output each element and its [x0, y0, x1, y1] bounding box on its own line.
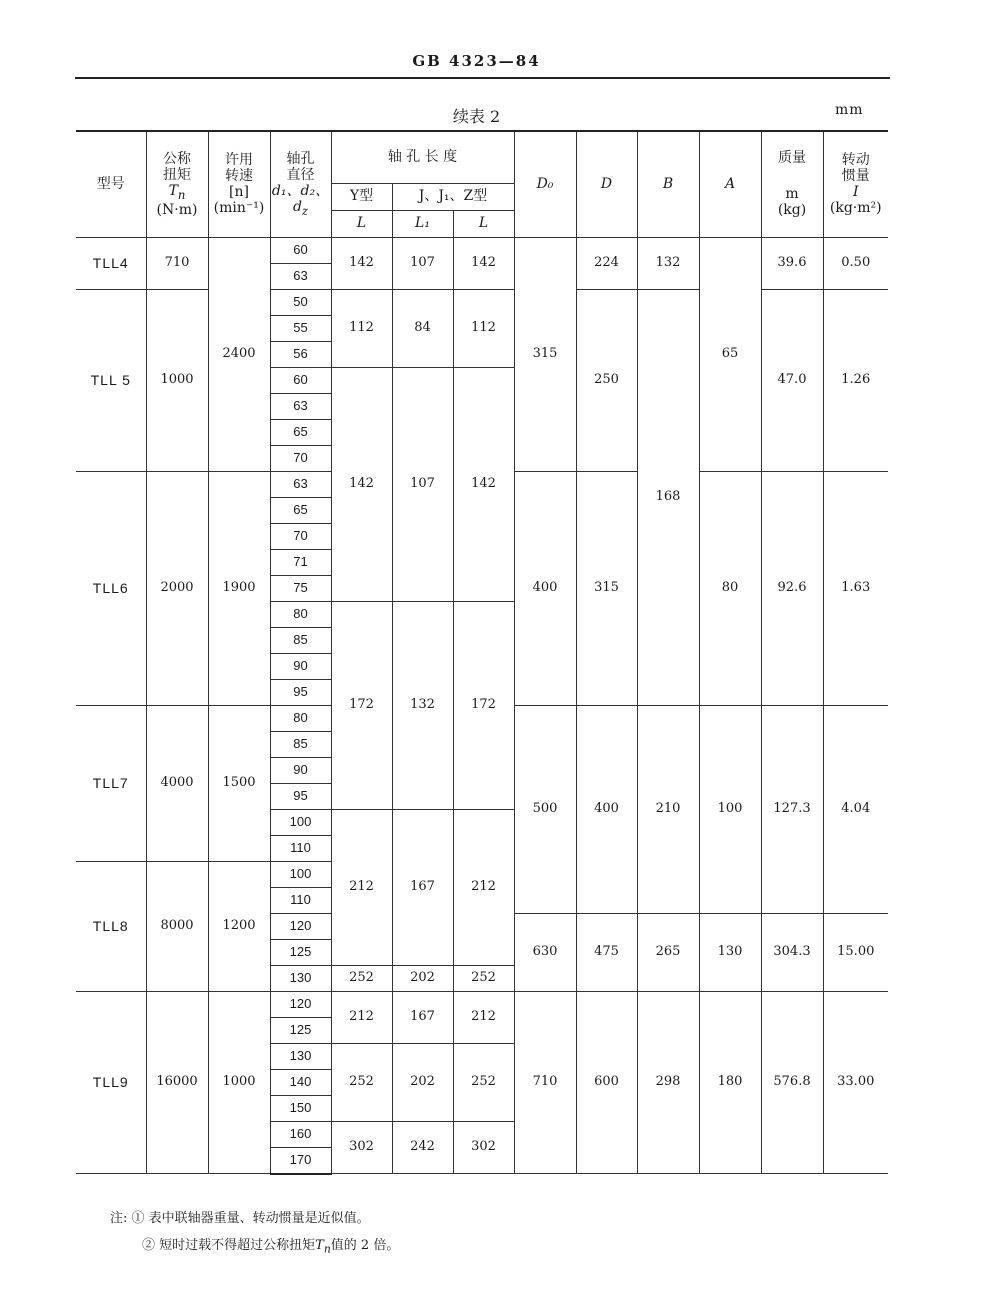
bore-diameter-cell: 63 — [270, 471, 331, 497]
length-y-cell: 302 — [331, 1121, 392, 1174]
note-1: 注: ① 表中联轴器重量、转动惯量是近似值。 — [110, 1211, 370, 1226]
note-2: ② 短时过载不得超过公称扭矩$T_n$值的 2 倍。 — [142, 1238, 400, 1256]
d-cell: 224 — [576, 237, 637, 289]
header-model: 型号 — [76, 131, 146, 237]
a-cell: 130 — [699, 913, 761, 991]
header-a: A — [699, 131, 761, 237]
length-l1-cell: 132 — [392, 601, 453, 809]
bore-diameter-cell: 80 — [270, 601, 331, 627]
length-l-cell: 252 — [453, 965, 514, 991]
length-l1-cell: 107 — [392, 237, 453, 289]
bore-diameter-cell: 170 — [270, 1147, 331, 1174]
header-rule — [75, 77, 890, 79]
mass-cell: 304.3 — [761, 913, 823, 991]
model-cell: TLL 5 — [76, 289, 146, 471]
length-l-cell: 212 — [453, 809, 514, 965]
bore-diameter-cell: 130 — [270, 1043, 331, 1069]
inertia-cell: 1.63 — [823, 471, 888, 705]
header-inertia: 转动 惯量 I (kg·m²) — [823, 131, 888, 237]
d-cell: 400 — [576, 705, 637, 913]
d-cell: 250 — [576, 289, 637, 471]
length-l-cell: 302 — [453, 1121, 514, 1174]
length-l-cell: 212 — [453, 991, 514, 1043]
inertia-cell: 33.00 — [823, 991, 888, 1174]
mass-cell: 127.3 — [761, 705, 823, 913]
torque-cell: 8000 — [146, 861, 208, 991]
length-y-cell: 252 — [331, 1043, 392, 1121]
bore-diameter-cell: 50 — [270, 289, 331, 315]
bore-diameter-cell: 95 — [270, 783, 331, 809]
bore-diameter-cell: 125 — [270, 1017, 331, 1043]
mass-cell: 576.8 — [761, 991, 823, 1174]
length-l1-cell: 167 — [392, 991, 453, 1043]
header-l1: L₁ — [392, 210, 453, 237]
note-label: 注: — [110, 1211, 128, 1226]
length-l1-cell: 242 — [392, 1121, 453, 1174]
length-y-cell: 172 — [331, 601, 392, 809]
model-cell: TLL9 — [76, 991, 146, 1174]
bore-diameter-cell: 120 — [270, 913, 331, 939]
d0-cell: 710 — [514, 991, 576, 1174]
header-l-y: L — [331, 210, 392, 237]
coupling-spec-table — [76, 130, 888, 1175]
speed-cell: 2400 — [208, 237, 270, 471]
bore-diameter-cell: 120 — [270, 991, 331, 1017]
bore-diameter-cell: 65 — [270, 497, 331, 523]
bore-diameter-cell: 100 — [270, 861, 331, 887]
model-cell: TLL6 — [76, 471, 146, 705]
d0-cell: 500 — [514, 705, 576, 913]
d0-cell: 400 — [514, 471, 576, 705]
length-l-cell: 172 — [453, 601, 514, 809]
bore-diameter-cell: 60 — [270, 367, 331, 393]
inertia-cell: 15.00 — [823, 913, 888, 991]
a-cell: 65 — [699, 237, 761, 471]
table-caption: 续表 2 — [452, 107, 501, 126]
bore-diameter-cell: 110 — [270, 835, 331, 861]
bore-diameter-cell: 60 — [270, 237, 331, 263]
length-l-cell: 112 — [453, 289, 514, 367]
bore-diameter-cell: 65 — [270, 419, 331, 445]
bore-diameter-cell: 75 — [270, 575, 331, 601]
length-l1-cell: 167 — [392, 809, 453, 965]
torque-cell: 710 — [146, 237, 208, 289]
bore-diameter-cell: 150 — [270, 1095, 331, 1121]
bore-diameter-cell: 70 — [270, 523, 331, 549]
unit-label: mm — [835, 102, 864, 118]
bore-diameter-cell: 80 — [270, 705, 331, 731]
header-bore-length: 轴 孔 长 度 — [331, 131, 514, 183]
model-cell: TLL7 — [76, 705, 146, 861]
bore-diameter-cell: 90 — [270, 757, 331, 783]
speed-cell: 1900 — [208, 471, 270, 705]
header-speed: 许用 转速 [n] (min⁻¹) — [208, 131, 270, 237]
length-y-cell: 112 — [331, 289, 392, 367]
length-y-cell: 252 — [331, 965, 392, 991]
b-cell: 168 — [637, 289, 699, 705]
bore-diameter-cell: 125 — [270, 939, 331, 965]
torque-cell: 1000 — [146, 289, 208, 471]
bore-diameter-cell: 85 — [270, 627, 331, 653]
inertia-cell: 1.26 — [823, 289, 888, 471]
d-cell: 475 — [576, 913, 637, 991]
length-y-cell: 212 — [331, 809, 392, 965]
table-notes — [110, 1205, 399, 1263]
speed-cell: 1200 — [208, 861, 270, 991]
bore-diameter-cell: 130 — [270, 965, 331, 991]
standard-number: GB 4323—84 — [412, 52, 541, 70]
length-l-cell: 142 — [453, 237, 514, 289]
header-y-type: Y型 — [331, 183, 392, 210]
bore-diameter-cell: 140 — [270, 1069, 331, 1095]
bore-diameter-cell: 85 — [270, 731, 331, 757]
length-y-cell: 142 — [331, 237, 392, 289]
bore-diameter-cell: 71 — [270, 549, 331, 575]
bore-diameter-cell: 63 — [270, 263, 331, 289]
header-jjz-type: J、J₁、Z型 — [392, 183, 514, 210]
mass-cell: 39.6 — [761, 237, 823, 289]
b-cell: 210 — [637, 705, 699, 913]
d0-cell: 630 — [514, 913, 576, 991]
length-l1-cell: 202 — [392, 965, 453, 991]
bore-diameter-cell: 110 — [270, 887, 331, 913]
length-l1-cell: 84 — [392, 289, 453, 367]
inertia-cell: 4.04 — [823, 705, 888, 913]
header-mass: 质量 m (kg) — [761, 131, 823, 237]
a-cell: 180 — [699, 991, 761, 1174]
length-y-cell: 212 — [331, 991, 392, 1043]
header-l-jz: L — [453, 210, 514, 237]
header-torque: 公称 扭矩 $T_n$ (N·m) — [146, 131, 208, 237]
torque-cell: 4000 — [146, 705, 208, 861]
bore-diameter-cell: 63 — [270, 393, 331, 419]
header-d: D — [576, 131, 637, 237]
bore-diameter-cell: 160 — [270, 1121, 331, 1147]
speed-cell: 1000 — [208, 991, 270, 1174]
length-l-cell: 252 — [453, 1043, 514, 1121]
length-l1-cell: 107 — [392, 367, 453, 601]
model-cell: TLL8 — [76, 861, 146, 991]
header-bore-diameter: 轴孔 直径 d₁、d₂、 $d_z$ — [270, 131, 331, 237]
header-d0: D₀ — [514, 131, 576, 237]
b-cell: 132 — [637, 237, 699, 289]
bore-diameter-cell: 90 — [270, 653, 331, 679]
inertia-cell: 0.50 — [823, 237, 888, 289]
length-l1-cell: 202 — [392, 1043, 453, 1121]
mass-cell: 92.6 — [761, 471, 823, 705]
bore-diameter-cell: 70 — [270, 445, 331, 471]
b-cell: 265 — [637, 913, 699, 991]
torque-cell: 16000 — [146, 991, 208, 1174]
torque-cell: 2000 — [146, 471, 208, 705]
speed-cell: 1500 — [208, 705, 270, 861]
mass-cell: 47.0 — [761, 289, 823, 471]
bore-diameter-cell: 56 — [270, 341, 331, 367]
bore-diameter-cell: 95 — [270, 679, 331, 705]
length-y-cell: 142 — [331, 367, 392, 601]
d0-cell: 315 — [514, 237, 576, 471]
length-l-cell: 142 — [453, 367, 514, 601]
b-cell: 298 — [637, 991, 699, 1174]
d-cell: 600 — [576, 991, 637, 1174]
model-cell: TLL4 — [76, 237, 146, 289]
header-b: B — [637, 131, 699, 237]
a-cell: 80 — [699, 471, 761, 705]
d-cell: 315 — [576, 471, 637, 705]
a-cell: 100 — [699, 705, 761, 913]
bore-diameter-cell: 55 — [270, 315, 331, 341]
bore-diameter-cell: 100 — [270, 809, 331, 835]
